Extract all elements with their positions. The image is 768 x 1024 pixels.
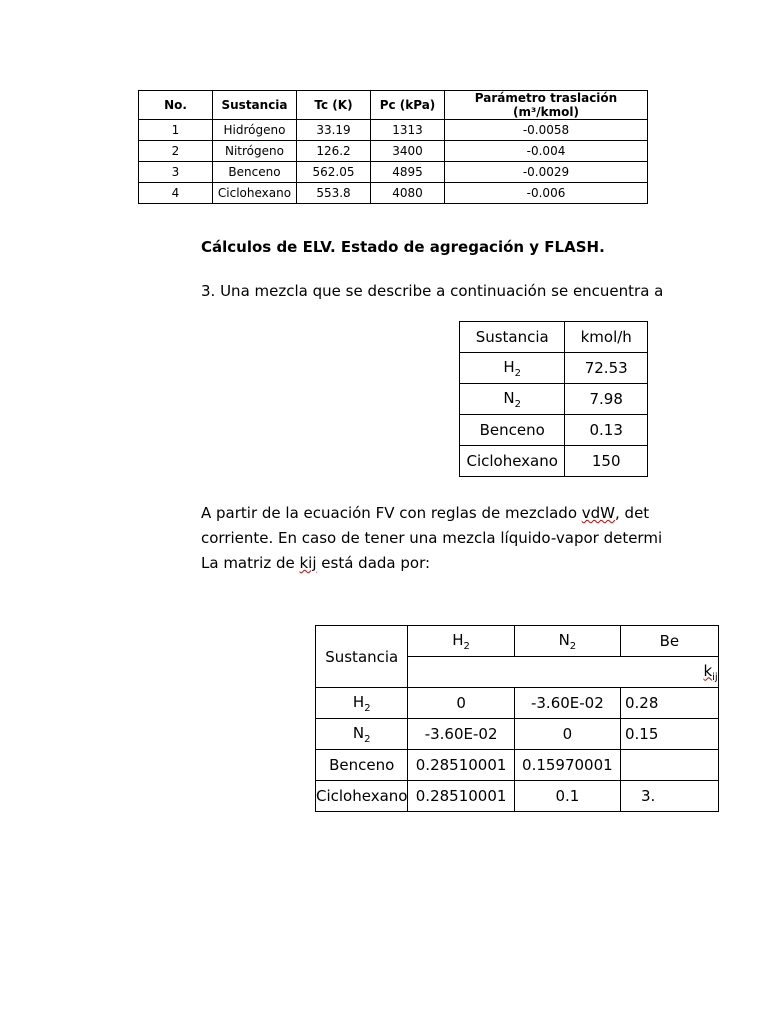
component-name: $H_2$: [460, 353, 565, 384]
table-cell: -3.60E-02: [408, 719, 514, 750]
header-kmol: kmol/h: [565, 322, 648, 353]
table-cell: 0: [408, 688, 514, 719]
table-cell: 0.28510001: [408, 750, 514, 781]
table-cell: Hidrógeno: [213, 120, 297, 141]
paragraph-line-3: La matriz de kij está dada por:: [201, 554, 431, 572]
table-cell: -0.0058: [445, 120, 648, 141]
row-header: Ciclohexano: [316, 781, 408, 812]
table-row: [316, 750, 719, 781]
flow-value: 0.13: [565, 415, 648, 446]
table-cell: 1: [139, 120, 213, 141]
table-cell: -0.0029: [445, 162, 648, 183]
header-pc: Pc (kPa): [371, 91, 445, 120]
table-cell: Benceno: [213, 162, 297, 183]
flow-table: [459, 321, 648, 477]
table-cell: 4080: [371, 183, 445, 204]
table-header-row: [460, 322, 648, 353]
header-sustancia: Sustancia: [213, 91, 297, 120]
component-name: Ciclohexano: [460, 446, 565, 477]
table-header-row: [316, 626, 719, 657]
paragraph-line-1: A partir de la ecuación FV con reglas de mezclado vdW, det: [201, 504, 650, 522]
table-cell: 562.05: [297, 162, 371, 183]
flow-value: 150: [565, 446, 648, 477]
flow-value: 7.98: [565, 384, 648, 415]
column-header: Be: [621, 626, 719, 657]
table-cell: 3.: [621, 781, 719, 812]
header-param: Parámetro traslación (m³/kmol): [445, 91, 648, 120]
header-no: No.: [139, 91, 213, 120]
table-cell: Nitrógeno: [213, 141, 297, 162]
table-row: [460, 446, 648, 477]
table-row: [316, 781, 719, 812]
table-cell: 553.8: [297, 183, 371, 204]
table-cell: 3: [139, 162, 213, 183]
table-row: [460, 353, 648, 384]
table-cell: 0.1: [514, 781, 620, 812]
component-name: $N_2$: [460, 384, 565, 415]
header-sustancia: Sustancia: [460, 322, 565, 353]
header-sustancia: Sustancia: [316, 626, 408, 688]
column-header: $N_2$: [514, 626, 620, 657]
table-cell: 0.28: [621, 688, 719, 719]
table-cell: Ciclohexano: [213, 183, 297, 204]
table-cell: 126.2: [297, 141, 371, 162]
table-cell: [621, 750, 719, 781]
table-cell: 2: [139, 141, 213, 162]
table-row: [460, 415, 648, 446]
table-row: [316, 688, 719, 719]
flow-value: 72.53: [565, 353, 648, 384]
table-cell: -0.006: [445, 183, 648, 204]
header-tc: Tc (K): [297, 91, 371, 120]
table-cell: 0.28510001: [408, 781, 514, 812]
section-heading: Cálculos de ELV. Estado de agregación y FLASH.: [201, 238, 605, 256]
table-cell: 33.19: [297, 120, 371, 141]
row-header: $N_2$: [316, 719, 408, 750]
table-row: [316, 719, 719, 750]
row-header: $H_2$: [316, 688, 408, 719]
table-cell: 0.15970001: [514, 750, 620, 781]
component-name: Benceno: [460, 415, 565, 446]
problem-statement: 3. Una mezcla que se describe a continuación se encuentra a: [201, 282, 664, 300]
table-cell: 4: [139, 183, 213, 204]
table-cell: 1313: [371, 120, 445, 141]
kij-label: $k_{ij}$: [408, 657, 718, 688]
row-header: Benceno: [316, 750, 408, 781]
table-cell: -3.60E-02: [514, 688, 620, 719]
column-header: $H_2$: [408, 626, 514, 657]
table-cell: 0: [514, 719, 620, 750]
paragraph-line-2: corriente. En caso de tener una mezcla líquido-vapor determi: [201, 529, 663, 547]
table-cell: -0.004: [445, 141, 648, 162]
kij-matrix-table: [315, 625, 719, 812]
table-row: [460, 384, 648, 415]
table-cell: 3400: [371, 141, 445, 162]
table-cell: 0.15: [621, 719, 719, 750]
table-cell: 4895: [371, 162, 445, 183]
